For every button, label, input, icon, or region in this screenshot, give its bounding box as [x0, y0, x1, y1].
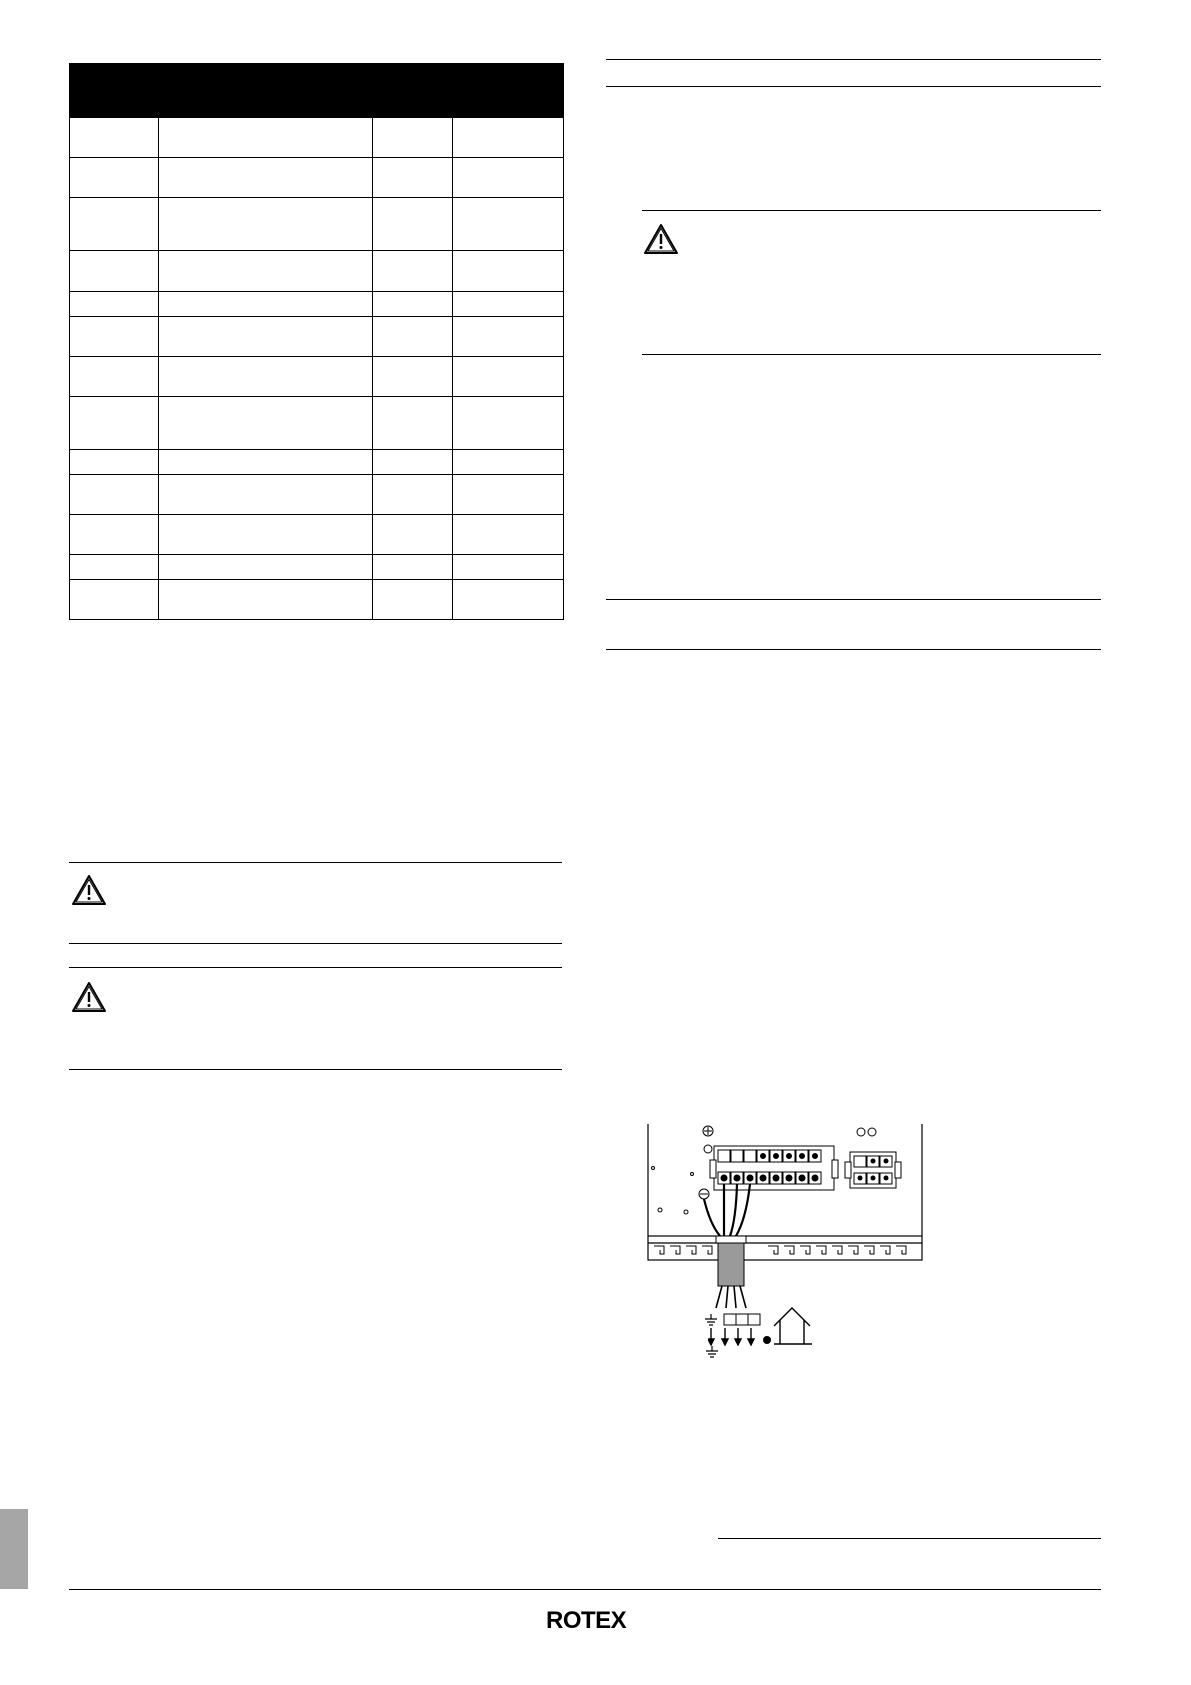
- table-cell: [373, 555, 453, 580]
- earth-ground-icon: [704, 1314, 718, 1326]
- warning-triangle-icon: [71, 981, 107, 1013]
- section-rule: [606, 86, 1101, 87]
- brand-logo: ROTEX: [546, 1607, 627, 1634]
- table-cell: [159, 555, 373, 580]
- table-cell: [159, 118, 373, 158]
- warning-rule-top: [642, 210, 1101, 211]
- table-row: [70, 475, 564, 515]
- warning-rule-top: [69, 967, 562, 968]
- warning-triangle-icon: [643, 223, 679, 255]
- table-cell: [373, 292, 453, 317]
- table-cell: [70, 357, 159, 397]
- table-cell: [453, 317, 564, 357]
- table-cell: [373, 475, 453, 515]
- table-cell: [159, 198, 373, 251]
- table-cell: [373, 317, 453, 357]
- footer-rule: [69, 1589, 1101, 1590]
- table-row: [70, 580, 564, 620]
- table-cell: [373, 515, 453, 555]
- table-cell: [373, 158, 453, 198]
- table-header-cell: [159, 64, 373, 118]
- table-row: [70, 118, 564, 158]
- table-cell: [70, 251, 159, 292]
- table-cell: [70, 118, 159, 158]
- table-cell: [453, 158, 564, 198]
- table-cell: [453, 397, 564, 450]
- table-cell: [453, 555, 564, 580]
- supply-point-dot: [762, 1335, 772, 1345]
- warning-rule-bottom: [642, 354, 1101, 355]
- table-cell: [70, 580, 159, 620]
- table-cell: [373, 198, 453, 251]
- table-cell: [453, 251, 564, 292]
- table-cell: [453, 515, 564, 555]
- section-rule: [606, 649, 1101, 650]
- table-cell: [159, 515, 373, 555]
- warning-triangle-icon: [71, 874, 107, 906]
- table-cell: [70, 158, 159, 198]
- table-cell: [70, 475, 159, 515]
- earth-ground-icon: [705, 1346, 719, 1358]
- table-row: [70, 158, 564, 198]
- table-row: [70, 198, 564, 251]
- table-cell: [70, 555, 159, 580]
- section-rule: [606, 59, 1101, 60]
- house-icon: [772, 1306, 814, 1346]
- table-header-cell: [70, 64, 159, 118]
- table-cell: [453, 450, 564, 475]
- table-cell: [373, 397, 453, 450]
- figure-rule: [718, 1538, 1101, 1539]
- table-cell: [159, 292, 373, 317]
- table-cell: [453, 357, 564, 397]
- side-tab: [0, 1509, 28, 1589]
- table-cell: [373, 450, 453, 475]
- table-cell: [373, 580, 453, 620]
- warning-rule-bottom: [69, 1069, 562, 1070]
- section-rule: [606, 599, 1101, 600]
- table-cell: [159, 317, 373, 357]
- table-cell: [159, 158, 373, 198]
- warning-rule-bottom: [69, 943, 562, 944]
- table-row: [70, 397, 564, 450]
- table-cell: [453, 580, 564, 620]
- table-cell: [453, 292, 564, 317]
- table-cell: [159, 397, 373, 450]
- table-row: [70, 515, 564, 555]
- supply-arrows: [708, 1328, 758, 1346]
- spec-table: [69, 63, 564, 620]
- table-cell: [70, 515, 159, 555]
- table-cell: [373, 251, 453, 292]
- table-row: [70, 292, 564, 317]
- table-cell: [159, 450, 373, 475]
- table-cell: [70, 397, 159, 450]
- table-row: [70, 251, 564, 292]
- table-row: [70, 357, 564, 397]
- table-cell: [159, 357, 373, 397]
- table-cell: [453, 198, 564, 251]
- table-cell: [70, 450, 159, 475]
- table-cell: [159, 251, 373, 292]
- table-cell: [70, 317, 159, 357]
- table-cell: [373, 357, 453, 397]
- table-cell: [373, 118, 453, 158]
- table-cell: [159, 475, 373, 515]
- table-header-cell: [373, 64, 453, 118]
- warning-rule-top: [69, 862, 562, 863]
- table-header-cell: [453, 64, 564, 118]
- table-row: [70, 555, 564, 580]
- table-row: [70, 317, 564, 357]
- table-cell: [453, 118, 564, 158]
- table-header-row: [70, 64, 564, 118]
- table-cell: [70, 292, 159, 317]
- table-cell: [453, 475, 564, 515]
- table-cell: [159, 580, 373, 620]
- table-cell: [70, 198, 159, 251]
- table-row: [70, 450, 564, 475]
